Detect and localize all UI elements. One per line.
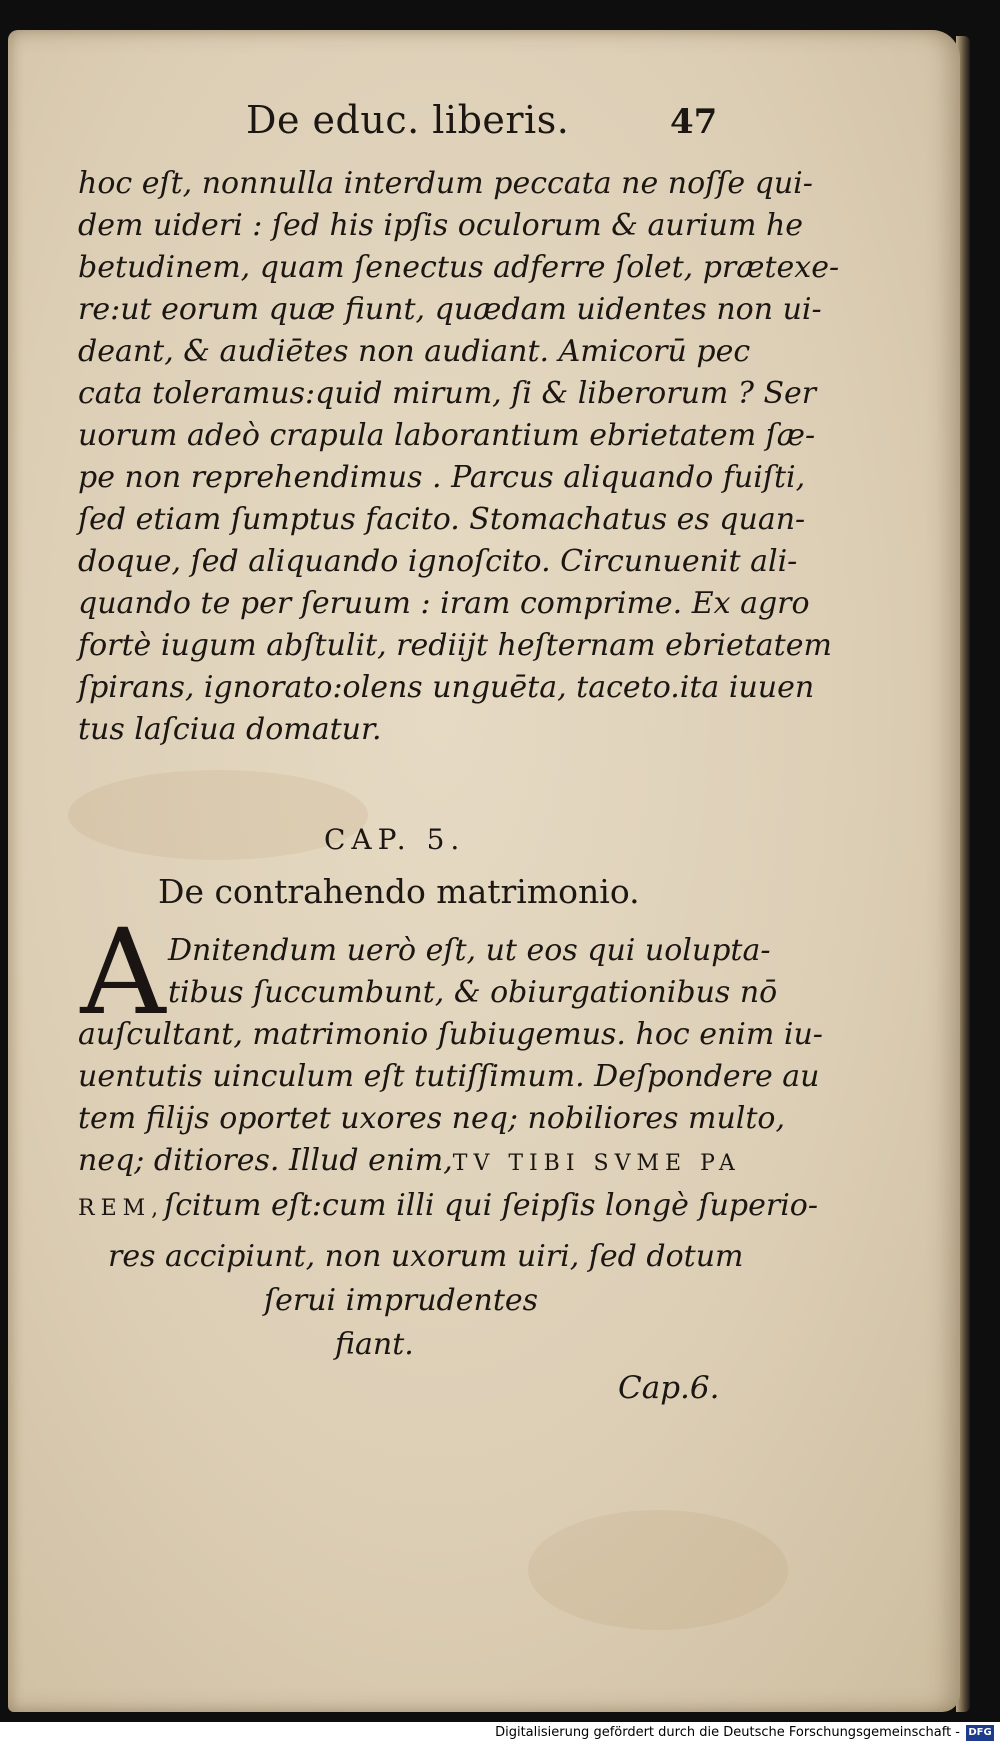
text-line [78,1140,741,1185]
paper-stain [68,770,368,860]
catchword: Cap.6. [618,1370,720,1406]
small-caps-quote-end: REM, [78,1196,165,1221]
text-line: res accipiunt, non uxorum uiri, ſed dotum [108,1239,744,1274]
page-header [8,98,960,158]
text-line: re:ut eorum quæ fiunt, quædam uidentes non ui- [78,292,822,327]
text-segment: ſcitum eſt:cum illi qui ſeipſis longè ſuperio- [164,1188,818,1223]
small-caps-quote: TV TIBI SVME PA [452,1151,741,1176]
text-line: uentutis uinculum eſt tutiſſimum. Deſpondere au [78,1059,820,1094]
text-line: deant, & audiētes non audiant. Amicorū pec [78,334,751,369]
paragraph-1 [78,163,840,751]
text-line [78,1185,818,1230]
text-line: tem filijs oportet uxores neq; nobiliores multo, [78,1101,786,1136]
dfg-logo: DFG [966,1725,994,1741]
text-line: auſcultant, matrimonio ſubiugemus. hoc enim iu- [78,1017,823,1052]
text-line: pe non reprehendimus . Parcus aliquando fuiſti, [78,460,806,495]
book-page [8,30,960,1712]
text-line: betudinem, quam ſenectus adferre ſolet, prætexe- [78,250,840,285]
page-number: 47 [670,102,718,142]
text-line: fortè iugum abſtulit, rediijt heſternam ebrietatem [78,628,832,663]
text-line: hoc eſt, nonnulla interdum peccata ne noſſe qui- [78,166,813,201]
paragraph-2 [78,930,823,1230]
text-line: fiant. [335,1327,414,1362]
footer-bar [0,1722,1000,1745]
text-line: Dnitendum uerò eſt, ut eos qui uolupta- [168,933,771,968]
text-line: ſerui imprudentes [264,1283,539,1318]
text-line: dem uideri : ſed his ipſis oculorum & aurium he [78,208,804,243]
chapter-heading: CAP. 5. [324,823,466,856]
text-line: uorum adeò crapula laborantium ebrietatem ſæ- [78,418,816,453]
funding-notice: Digitalisierung gefördert durch die Deutsche Forschungsgemeinschaft - [495,1725,960,1740]
text-line: tus laſciua domatur. [78,712,382,747]
paper-stain [528,1510,788,1630]
chapter-subtitle: De contrahendo matrimonio. [158,872,640,911]
text-line: doque, ſed aliquando ignoſcito. Circunuenit ali- [78,544,798,579]
text-line: tibus ſuccumbunt, & obiurgationibus nō [168,975,778,1010]
text-line: ſed etiam ſumptus facito. Stomachatus es quan- [78,502,806,537]
text-line: cata toleramus:quid mirum, ſi & liberorum ? Ser [78,376,817,411]
running-title: De educ. liberis. [246,98,570,142]
text-segment: neq; ditiores. Illud enim, [78,1143,453,1178]
text-line: ſpirans, ignorato:olens unguēta, taceto.ita iuuen [78,670,815,705]
drop-capital-letter: A [80,903,166,1041]
text-line: quando te per ſeruum : iram comprime. Ex agro [78,586,810,621]
